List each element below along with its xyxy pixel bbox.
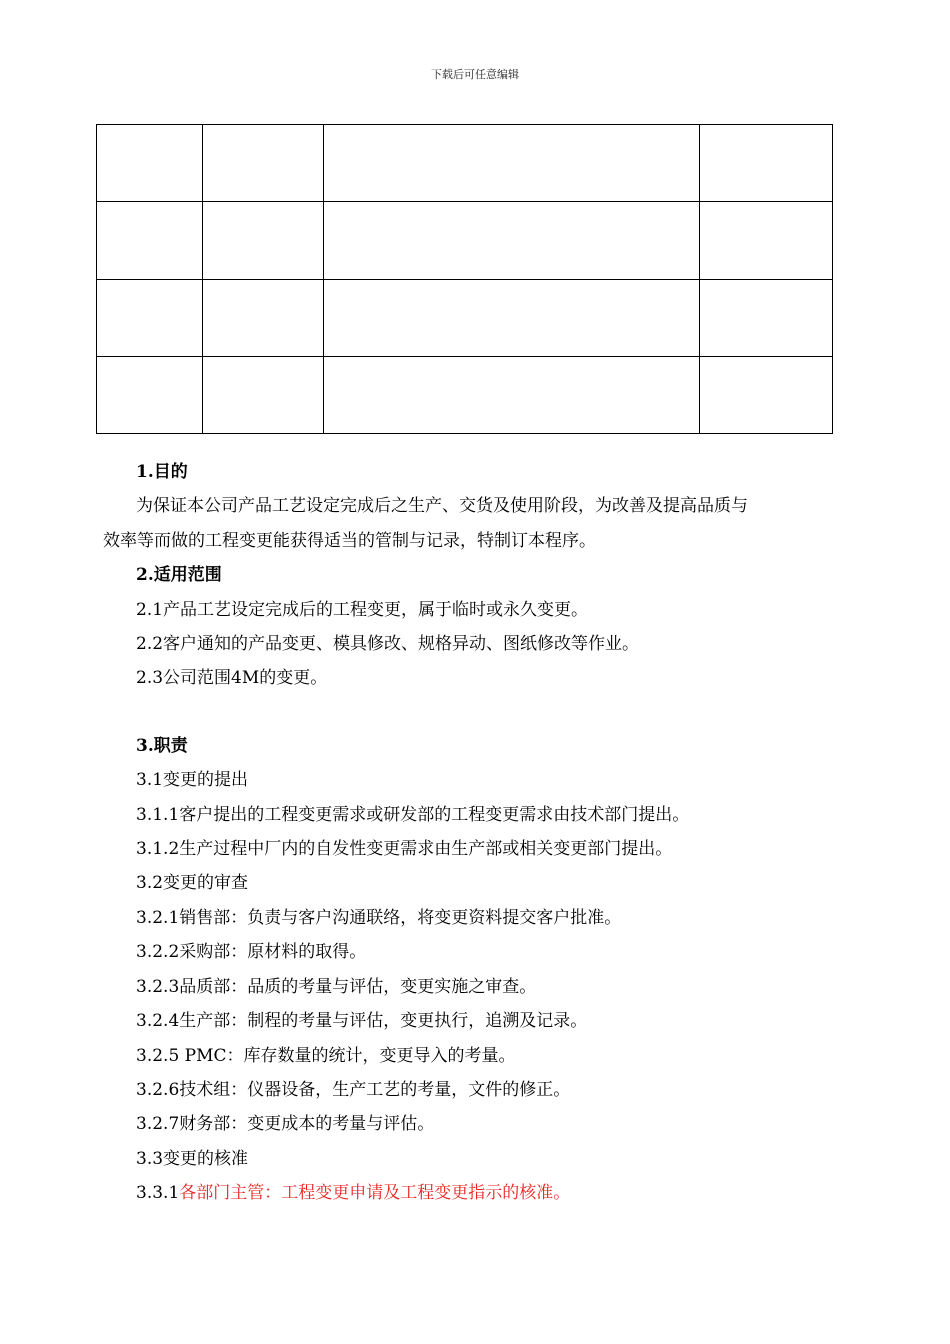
table-cell — [203, 279, 324, 356]
item-2-1: 2.1产品工艺设定完成后的工程变更，属于临时或永久变更。 — [136, 599, 589, 620]
table-cell — [324, 356, 700, 433]
item-3-2-3: 3.2.3品质部：品质的考量与评估，变更实施之审查。 — [136, 976, 537, 997]
spacer — [103, 696, 833, 729]
item-3-2-7: 3.2.7财务部：变更成本的考量与评估。 — [136, 1114, 435, 1135]
table-cell — [203, 202, 324, 279]
item-3-1-2: 3.1.2生产过程中厂内的自发性变更需求由生产部或相关变更部门提出。 — [136, 839, 673, 860]
table-row — [97, 279, 833, 356]
section-1-paragraph-line-1: 为保证本公司产品工艺设定完成后之生产、交货及使用阶段，为改善及提高品质与 — [136, 496, 748, 517]
table-cell — [324, 202, 700, 279]
section-2-title: 2.适用范围 — [136, 565, 222, 586]
table-cell — [324, 125, 700, 202]
section-3-title: 3.职责 — [136, 735, 188, 756]
table-row — [97, 202, 833, 279]
section-1-title: 1.目的 — [136, 462, 188, 482]
table-cell — [700, 125, 833, 202]
table-cell — [324, 279, 700, 356]
table-cell — [97, 202, 203, 279]
table-cell — [203, 125, 324, 202]
table-row — [97, 356, 833, 433]
table-cell — [700, 279, 833, 356]
item-3-2-2: 3.2.2采购部：原材料的取得。 — [136, 942, 367, 963]
item-3-2-4: 3.2.4生产部：制程的考量与评估，变更执行，追溯及记录。 — [136, 1011, 588, 1032]
item-2-2: 2.2客户通知的产品变更、模具修改、规格异动、图纸修改等作业。 — [136, 634, 640, 655]
document-body — [103, 455, 833, 1211]
section-1-paragraph-line-2: 效率等而做的工程变更能获得适当的管制与记录，特制订本程序。 — [103, 530, 596, 551]
table-cell — [700, 202, 833, 279]
item-3-3-1-number: 3.3.1 — [136, 1183, 180, 1204]
item-3-2-6: 3.2.6技术组：仪器设备，生产工艺的考量，文件的修正。 — [136, 1079, 571, 1100]
item-3-3-1-highlight-text: 各部门主管：工程变更申请及工程变更指示的核准。 — [179, 1183, 571, 1204]
blank-form-table — [96, 124, 833, 434]
item-3-2-1: 3.2.1销售部：负责与客户沟通联络，将变更资料提交客户批准。 — [136, 907, 622, 928]
item-3-3-1 — [103, 1176, 833, 1210]
table-cell — [203, 356, 324, 433]
item-3-2: 3.2变更的审查 — [136, 873, 249, 894]
table-cell — [97, 356, 203, 433]
table-cell — [97, 125, 203, 202]
table-row — [97, 125, 833, 202]
page-header: 下载后可任意编辑 — [431, 68, 519, 81]
table-cell — [700, 356, 833, 433]
item-2-3: 2.3公司范围4M的变更。 — [136, 668, 328, 689]
item-3-1-1: 3.1.1客户提出的工程变更需求或研发部的工程变更需求由技术部门提出。 — [136, 804, 690, 825]
item-3-3: 3.3变更的核准 — [136, 1148, 249, 1169]
item-3-1: 3.1变更的提出 — [136, 770, 249, 791]
table-cell — [97, 279, 203, 356]
item-3-2-5: 3.2.5 PMC：库存数量的统计，变更导入的考量。 — [136, 1045, 516, 1066]
